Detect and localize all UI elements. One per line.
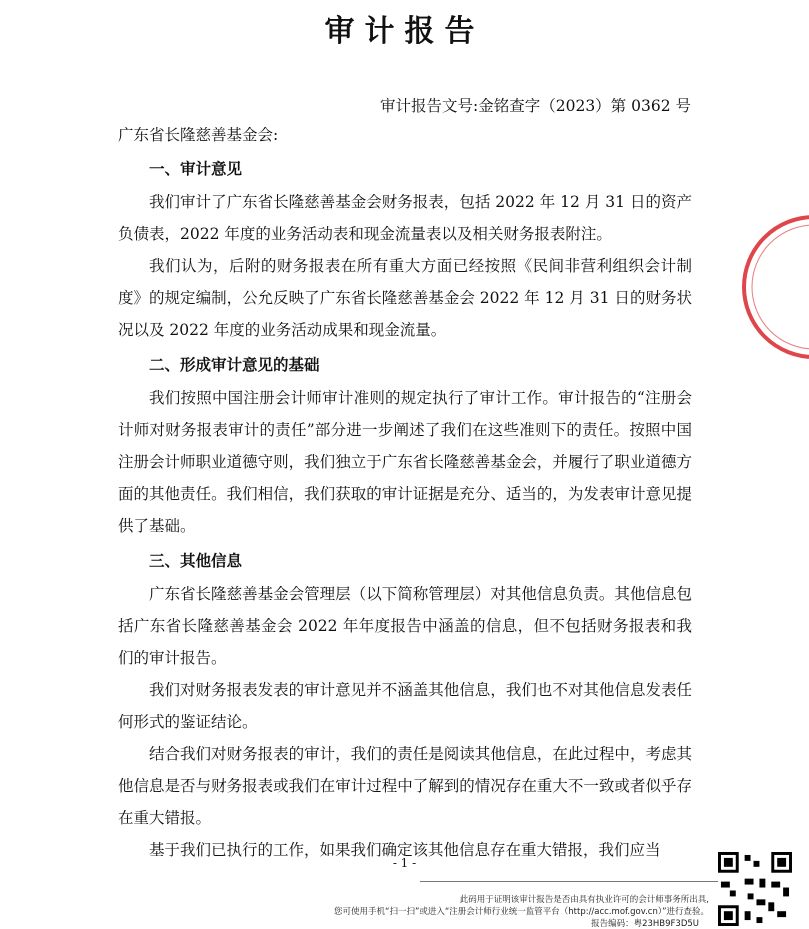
- paragraph: 广东省长隆慈善基金会管理层（以下简称管理层）对其他信息负责。其他信息包括广东省长隆慈善基金会 2022 年年度报告中涵盖的信息，但不包括财务报表和我们的审计报告。: [118, 585, 692, 667]
- section-other-information: [118, 545, 692, 866]
- paragraph: 我们对财务报表发表的审计意见并不涵盖其他信息，我们也不对其他信息发表任何形式的鉴证结论。: [118, 681, 692, 731]
- official-seal: [739, 212, 809, 362]
- paragraph: 结合我们对财务报表的审计，我们的责任是阅读其他信息，在此过程中，考虑其他信息是否与财务报表或我们在审计过程中了解到的情况存在重大不一致或者似乎存在重大错报。: [118, 745, 692, 827]
- paragraph: 我们认为，后附的财务报表在所有重大方面已经按照《民间非营利组织会计制度》的规定编制，公允反映了广东省长隆慈善基金会 2022 年 12 月 31 日的财务状况以及 2022 年度的业务活动成果和现金流量。: [118, 257, 692, 339]
- section-heading: 一、审计意见: [149, 159, 243, 178]
- section-heading: 三、其他信息: [149, 551, 243, 570]
- section-basis-for-opinion: [118, 349, 692, 542]
- qr-code-icon: [718, 852, 792, 926]
- document-number: 审计报告文号:金铭查字（2023）第 0362 号: [380, 97, 691, 115]
- report-title: 审计报告: [324, 14, 485, 49]
- section-audit-opinion: [118, 153, 692, 346]
- paragraph: 基于我们已执行的工作，如果我们确定该其他信息存在重大错报，我们应当: [149, 841, 661, 859]
- paragraph: 我们按照中国注册会计师审计准则的规定执行了审计工作。审计报告的“注册会计师对财务报表审计的责任”部分进一步阐述了我们在这些准则下的责任。按照中国注册会计师职业道德守则，我们独立于广东省长隆慈善基金会，并履行了职业道德方面的其他责任。我们相信，我们获取的审计证据是充分、适当的，为发表审计意见提供了基础。: [118, 389, 692, 535]
- footer-divider: [420, 881, 720, 882]
- footer-line-2: 您可使用手机“扫一扫”或进入“注册会计师行业统一监管平台（http://acc.mof.gov.cn）”进行查验。: [334, 907, 709, 917]
- report-body: [118, 150, 692, 866]
- footer-line-1: 此码用于证明该审计报告是否由具有执业许可的会计师事务所出具,: [459, 895, 709, 905]
- addressee: 广东省长隆慈善基金会:: [118, 126, 279, 144]
- page-number: - 1 -: [392, 856, 417, 870]
- report-code: 报告编码：粤23HB9F3D5U: [591, 919, 699, 929]
- paragraph: 我们审计了广东省长隆慈善基金会财务报表，包括 2022 年 12 月 31 日的资产负债表，2022 年度的业务活动表和现金流量表以及相关财务报表附注。: [118, 193, 692, 243]
- section-heading: 二、形成审计意见的基础: [149, 355, 320, 374]
